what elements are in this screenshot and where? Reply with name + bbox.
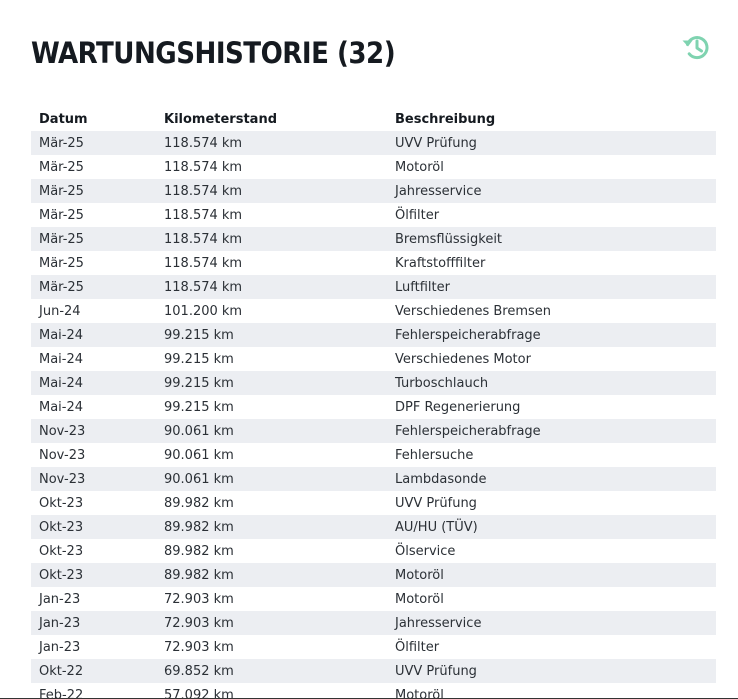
cell-date: Mär-25 — [39, 231, 84, 247]
cell-description: Fehlerspeicherabfrage — [395, 423, 541, 439]
table-row — [31, 275, 716, 299]
cell-description: Kraftstofffilter — [395, 255, 486, 271]
cell-date: Jan-23 — [39, 615, 81, 631]
cell-description: Luftfilter — [395, 279, 450, 295]
table-row — [31, 395, 716, 419]
table-row — [31, 347, 716, 371]
cell-date: Mär-25 — [39, 207, 84, 223]
cell-mileage: 89.982 km — [164, 495, 234, 511]
cell-mileage: 99.215 km — [164, 399, 234, 415]
table-row — [31, 179, 716, 203]
cell-date: Okt-23 — [39, 567, 84, 583]
cell-date: Jan-23 — [39, 639, 81, 655]
cell-date: Okt-23 — [39, 519, 84, 535]
cell-date: Mai-24 — [39, 351, 84, 367]
cell-mileage: 99.215 km — [164, 327, 234, 343]
cell-mileage: 90.061 km — [164, 447, 234, 463]
cell-date: Mai-24 — [39, 375, 84, 391]
cell-date: Mai-24 — [39, 327, 84, 343]
cell-description: Motoröl — [395, 687, 444, 699]
cell-date: Mär-25 — [39, 135, 84, 151]
table-body — [31, 131, 716, 699]
cell-description: Motoröl — [395, 567, 444, 583]
cell-date: Feb-22 — [39, 687, 84, 699]
table-row — [31, 203, 716, 227]
cell-description: AU/HU (TÜV) — [395, 519, 478, 535]
cell-description: Motoröl — [395, 159, 444, 175]
table-row — [31, 467, 716, 491]
column-header-date: Datum — [39, 111, 88, 127]
cell-description: Jahresservice — [395, 183, 482, 199]
cell-date: Nov-23 — [39, 471, 86, 487]
cell-mileage: 72.903 km — [164, 591, 234, 607]
cell-mileage: 99.215 km — [164, 351, 234, 367]
cell-date: Okt-23 — [39, 543, 84, 559]
cell-description: UVV Prüfung — [395, 663, 477, 679]
cell-mileage: 69.852 km — [164, 663, 234, 679]
cell-date: Okt-23 — [39, 495, 84, 511]
cell-mileage: 89.982 km — [164, 543, 234, 559]
cell-mileage: 118.574 km — [164, 207, 243, 223]
cell-date: Mär-25 — [39, 159, 84, 175]
table-row — [31, 443, 716, 467]
cell-date: Mär-25 — [39, 279, 84, 295]
cell-date: Jun-24 — [39, 303, 81, 319]
table-row — [31, 611, 716, 635]
table-row — [31, 659, 716, 683]
table-row — [31, 539, 716, 563]
cell-description: Ölfilter — [395, 207, 440, 223]
cell-description: Bremsflüssigkeit — [395, 231, 503, 247]
table-row — [31, 251, 716, 275]
cell-mileage: 89.982 km — [164, 567, 234, 583]
cell-mileage: 101.200 km — [164, 303, 243, 319]
column-header-mileage: Kilometerstand — [164, 111, 278, 127]
cell-description: Fehlersuche — [395, 447, 474, 463]
history-icon — [680, 31, 712, 63]
cell-date: Okt-22 — [39, 663, 84, 679]
cell-mileage: 118.574 km — [164, 183, 243, 199]
cell-mileage: 90.061 km — [164, 471, 234, 487]
cell-description: Turboschlauch — [395, 375, 489, 391]
table-row — [31, 419, 716, 443]
cell-mileage: 72.903 km — [164, 615, 234, 631]
cell-date: Mär-25 — [39, 255, 84, 271]
cell-mileage: 72.903 km — [164, 639, 234, 655]
maintenance-table — [31, 107, 716, 699]
cell-mileage: 118.574 km — [164, 159, 243, 175]
table-row — [31, 299, 716, 323]
history-button[interactable] — [680, 31, 712, 63]
cell-description: Ölservice — [395, 543, 456, 559]
cell-description: UVV Prüfung — [395, 495, 477, 511]
cell-mileage: 89.982 km — [164, 519, 234, 535]
cell-date: Mai-24 — [39, 399, 84, 415]
cell-mileage: 57.092 km — [164, 687, 234, 699]
table-row — [31, 515, 716, 539]
table-row — [31, 491, 716, 515]
cell-mileage: 118.574 km — [164, 231, 243, 247]
table-row — [31, 227, 716, 251]
cell-description: Motoröl — [395, 591, 444, 607]
table-row — [31, 635, 716, 659]
cell-description: Jahresservice — [395, 615, 482, 631]
cell-mileage: 118.574 km — [164, 135, 243, 151]
table-row — [31, 587, 716, 611]
cell-date: Jan-23 — [39, 591, 81, 607]
cell-date: Nov-23 — [39, 423, 86, 439]
cell-mileage: 118.574 km — [164, 279, 243, 295]
cell-description: DPF Regenerierung — [395, 399, 521, 415]
table-row — [31, 323, 716, 347]
cell-description: Lambdasonde — [395, 471, 487, 487]
table-row — [31, 155, 716, 179]
cell-description: Fehlerspeicherabfrage — [395, 327, 541, 343]
table-row — [31, 131, 716, 155]
cell-mileage: 90.061 km — [164, 423, 234, 439]
cell-date: Mär-25 — [39, 183, 84, 199]
table-header-row — [31, 107, 716, 131]
cell-mileage: 118.574 km — [164, 255, 243, 271]
table-row — [31, 683, 716, 699]
cell-description: Ölfilter — [395, 639, 440, 655]
column-header-description: Beschreibung — [395, 111, 496, 127]
cell-description: UVV Prüfung — [395, 135, 477, 151]
cell-description: Verschiedenes Bremsen — [395, 303, 552, 319]
table-row — [31, 563, 716, 587]
page-title: WARTUNGSHISTORIE (32) — [31, 36, 396, 70]
table-row — [31, 371, 716, 395]
cell-description: Verschiedenes Motor — [395, 351, 531, 367]
cell-date: Nov-23 — [39, 447, 86, 463]
cell-mileage: 99.215 km — [164, 375, 234, 391]
